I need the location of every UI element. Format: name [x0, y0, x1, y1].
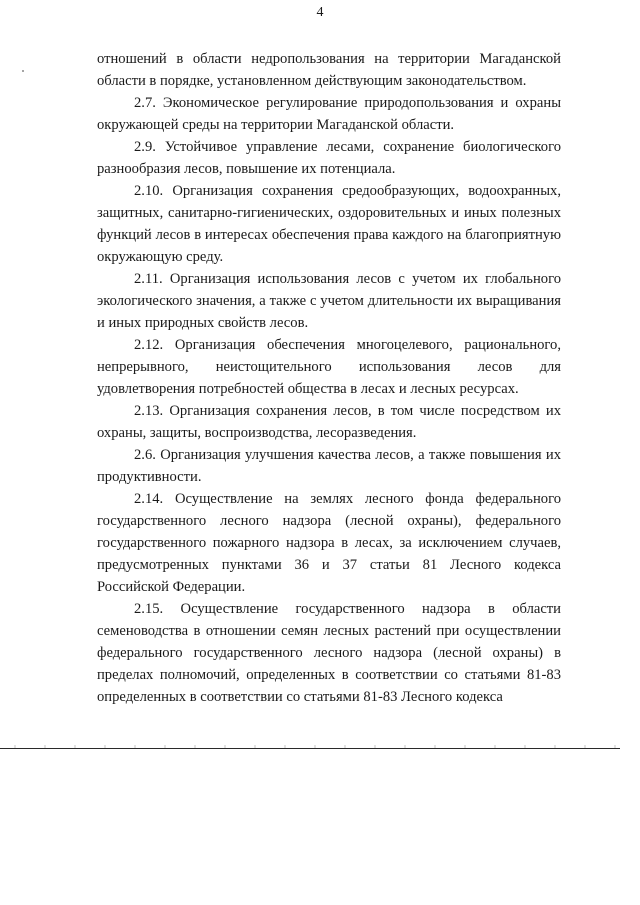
paragraph-2-6: 2.6. Организация улучшения качества лесов, а также повышения их продуктивности.: [97, 447, 561, 485]
paragraph-2-10: 2.10. Организация сохранения средообразующих, водоохранных, защитных, санитарно-гигиенических, оздоровительных и иных полезных функций лесов в интересах обеспечения права каждого на благоприятную окружающую среду.: [97, 183, 561, 265]
paragraph-2-11: 2.11. Организация использования лесов с учетом их глобального экологического значения, а также с учетом длительности их выращивания и иных природных свойств лесов.: [97, 271, 561, 331]
paragraph-2-9: 2.9. Устойчивое управление лесами, сохранение биологического разнообразия лесов, повышение их потенциала.: [97, 139, 561, 177]
paragraph-2-7: 2.7. Экономическое регулирование природопользования и охраны окружающей среды на территории Магаданской области.: [97, 95, 561, 133]
scan-speck: [22, 70, 24, 72]
paragraph-continuation: отношений в области недропользования на территории Магаданской области в порядке, установленном действующим законодательством.: [97, 51, 561, 89]
paragraph-2-12: 2.12. Организация обеспечения многоцелевого, рационального, непрерывного, неистощительного использования лесов для удовлетворения потребностей общества в лесах и лесных ресурсах.: [97, 337, 561, 397]
horizontal-divider: [0, 748, 620, 749]
paragraph-2-13: 2.13. Организация сохранения лесов, в том числе посредством их охраны, защиты, воспроизводства, лесоразведения.: [97, 403, 561, 441]
paragraph-2-15: 2.15. Осуществление государственного надзора в области семеноводства в отношении семян лесных растений при осуществлении федерального государственного лесного надзора (лесной охраны) в пределах полномочий, определенных в соответствии со статьями 81-83 определенных в соответствии со статьями 81-83 Лесного кодекса: [97, 601, 561, 705]
paragraph-2-14: 2.14. Осуществление на землях лесного фонда федерального государственного лесного надзора (лесной охраны), федерального государственного пожарного надзора в лесах, за исключением случаев, предусмотренных пунктами 36 и 37 статьи 81 Лесного кодекса Российской Федерации.: [97, 491, 561, 595]
page-number: 4: [316, 5, 324, 20]
document-body: [97, 48, 561, 708]
